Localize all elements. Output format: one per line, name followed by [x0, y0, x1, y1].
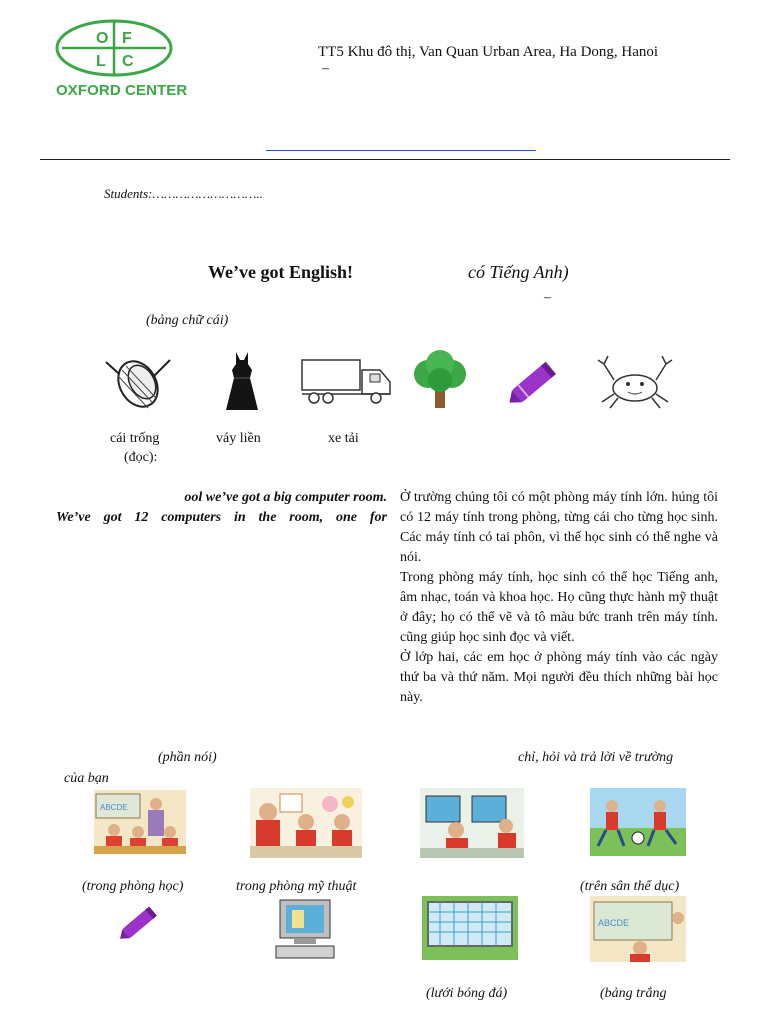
crayon-icon — [500, 350, 568, 414]
address-text: TT5 Khu đô thị, Van Quan Urban Area, Ha Dong, Hanoi — [318, 44, 659, 60]
classroom-label: (trong phòng học) — [82, 879, 184, 894]
football-net-icon — [422, 896, 518, 960]
crab-icon — [596, 350, 674, 412]
reading-english-line-2: We’ve got 12 computers in the room, one for — [56, 510, 387, 525]
page-title: We’ve got English! — [208, 262, 354, 282]
dress-label: váy liền — [216, 431, 261, 446]
classroom-board-text: ABCDE — [100, 803, 128, 812]
drum-icon — [104, 352, 172, 414]
playground-label: (trên sân thể dục) — [580, 879, 680, 894]
truck-label: xe tải — [328, 431, 359, 446]
page-title-vietnamese: có Tiếng Anh) — [468, 262, 569, 282]
drum-label: cái trống — [110, 431, 160, 446]
read-label: (đọc): — [124, 450, 158, 465]
reading-english — [56, 488, 387, 528]
reading-vietnamese-paragraph-1: Ở trường chúng tôi có một phòng máy tính lớn. húng tôi có 12 máy tính trong phòng, từng cái cho từng học sinh. Các máy tính có tai phôn, vì thế học sinh có thể nghe và nói. — [400, 490, 718, 565]
computer-icon — [274, 896, 336, 962]
link-underline[interactable] — [266, 150, 536, 151]
whiteboard-label: (bảng trắng — [600, 986, 667, 1001]
header-divider — [40, 159, 730, 160]
truck-icon — [300, 356, 394, 406]
alphabet-label: (bảng chữ cái) — [146, 313, 229, 328]
header-address — [318, 44, 658, 77]
tree-icon — [408, 350, 472, 412]
playground-picture — [590, 788, 686, 856]
reading-english-line-1: ool we’ve got a big computer room. — [184, 490, 387, 505]
logo-letter-c: C — [122, 53, 134, 70]
reading-vietnamese-paragraph-2: Trong phòng máy tính, học sinh có thể học Tiếng anh, âm nhạc, toán và khoa học. Họ cũng thực hành mỹ thuật ở đây; họ có thể vẽ và tô màu bức tranh trên máy tính. cũng giúp học sinh đọc và viết. — [400, 570, 718, 645]
dress-icon — [222, 350, 262, 414]
logo-name: OXFORD CENTER — [56, 82, 188, 99]
computer-room-picture — [420, 788, 524, 858]
speaking-label: (phần nói) — [158, 750, 217, 765]
students-label: Students:……………………….. — [104, 186, 263, 201]
whiteboard-picture — [590, 896, 686, 962]
logo-letter-o: O — [96, 30, 109, 47]
speaking-instruction: chỉ, hỏi và trả lời về trường — [518, 750, 674, 765]
art-room-picture — [250, 788, 362, 858]
classroom-picture — [94, 790, 186, 854]
reading-vietnamese-paragraph-3: Ở lớp hai, các em học ở phòng máy tính vào các ngày thứ ba và thứ năm. Mọi người đều thích những bài học này. — [400, 650, 718, 705]
whiteboard-text: ABCDE — [598, 918, 630, 928]
logo-letter-l: L — [96, 53, 106, 70]
logo-letter-f: F — [122, 30, 132, 47]
reading-vietnamese — [400, 488, 718, 708]
speaking-instruction-cont: của bạn — [64, 771, 109, 786]
art-room-label: trong phòng mỹ thuật — [236, 879, 357, 894]
football-net-label: (lưới bóng đá) — [426, 986, 508, 1001]
crayon-icon — [114, 898, 166, 946]
title-dash: – — [544, 290, 551, 305]
address-dash: – — [322, 61, 329, 76]
